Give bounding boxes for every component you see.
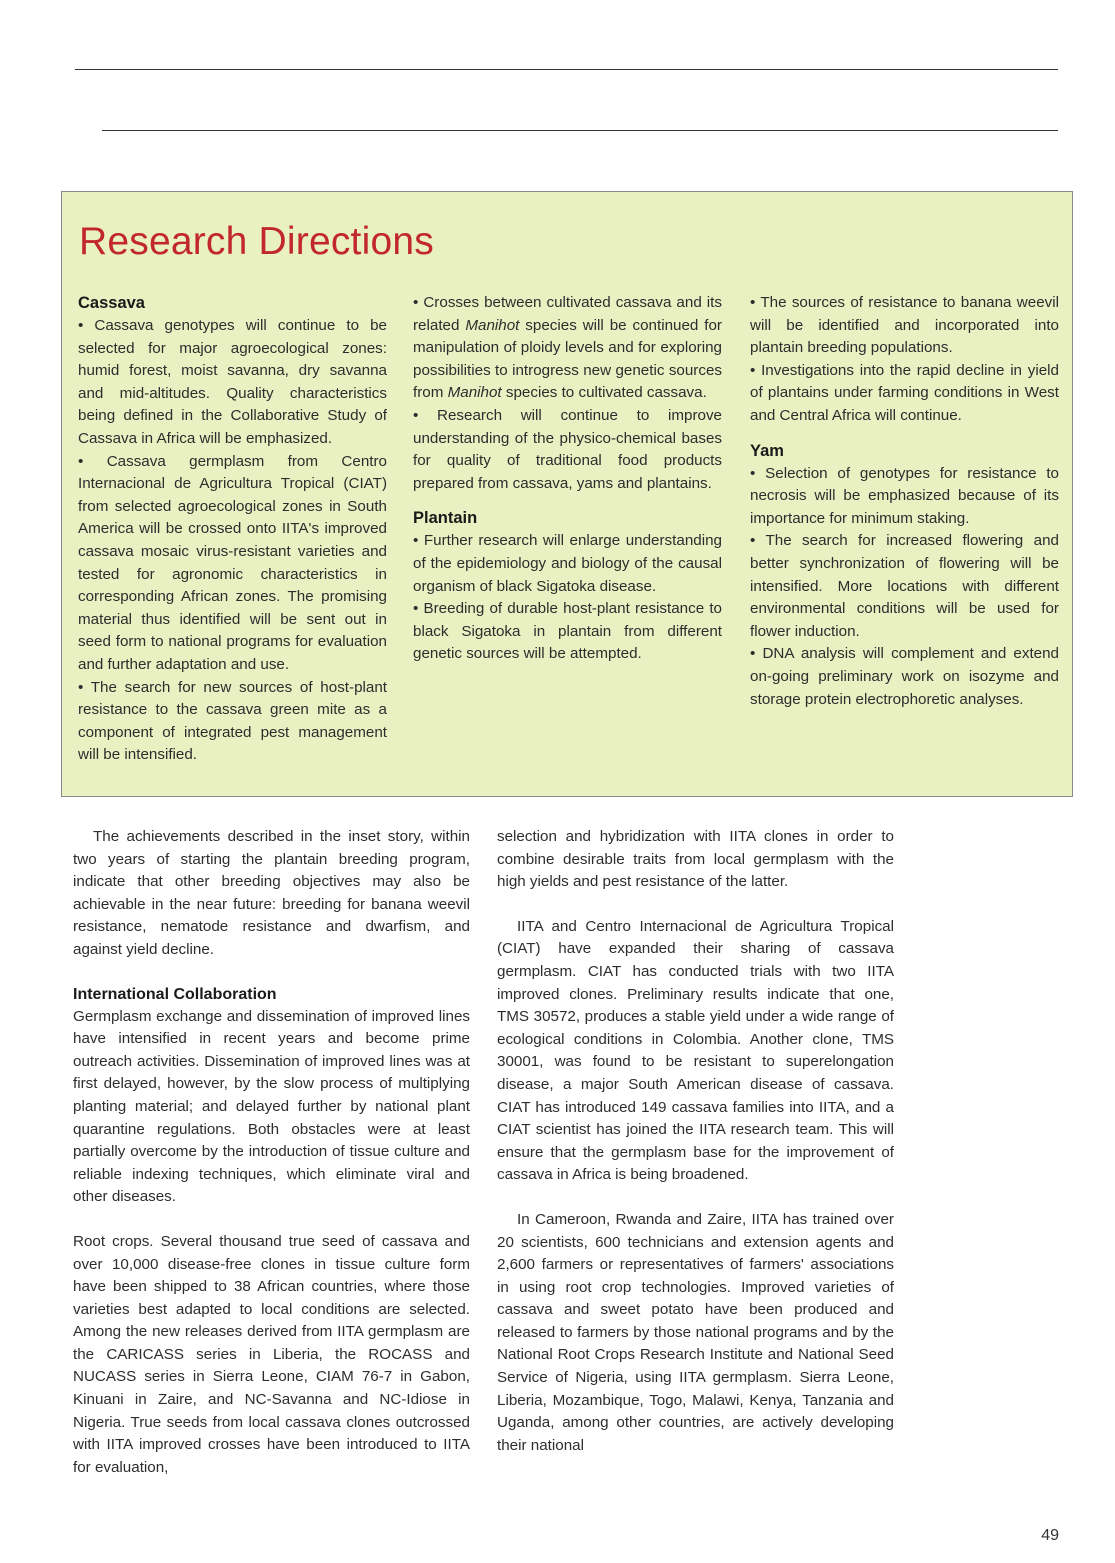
box-column-3 [750,292,1059,711]
yam-heading: Yam [750,441,784,460]
cassava-item-3: • The search for new sources of host-plant resistance to the cassava green mite as a component of integrated pest management will be intensified. [78,677,387,767]
manihot-italic: Manihot [465,316,520,334]
plantain-item-4: • Investigations into the rapid decline in yield of plantains under farming conditions in West and Central Africa will continue. [750,360,1059,428]
yam-item-1: • Selection of genotypes for resistance to necrosis will be emphasized because of its importance for minimum staking. [750,463,1059,531]
body-column-left [73,826,470,1479]
cassava-heading: Cassava [78,294,145,312]
yam-item-2: • The search for increased flowering and better synchronization of flowering will be intensified. More locations with different environmental conditions will be used for flower induction. [750,530,1059,643]
second-rule [102,130,1058,131]
ciat-paragraph: IITA and Centro Internacional de Agricultura Tropical (CIAT) have expanded their sharing of cassava germplasm. CIAT has conducted trials with two IITA improved clones. Preliminary results indicate that one, TMS 30572, produces a stable yield under a wide range of ecological conditions in Colombia. Another clone, TMS 30001, was found to be resistant to superelongation disease, a major South American disease of cassava. CIAT has introduced 149 cassava families into IITA, and a CIAT scientist has joined the IITA research team. This will ensure that the germplasm base for the improvement of cassava in Africa is being broadened. [497,917,894,1184]
cassava-item-4: • Research will continue to improve understanding of the physico-chemical bases for quality of traditional food products prepared from cassava, yams and plantains. [413,405,722,495]
page-number: 49 [1041,1527,1059,1544]
cassava-item-manihot: • Crosses between cultivated cassava and its related Manihot species will be continued for manipulation of ploidy levels and for exploring possibilities to introgress new genetic sources from Manihot species to cultivated cassava. [413,292,722,405]
plantain-item-2: • Breeding of durable host-plant resistance to black Sigatoka in plantain from different genetic sources will be attempted. [413,598,722,666]
section-heading: International Collaboration [73,985,277,1003]
manihot-italic: Manihot [447,384,502,402]
training-paragraph: In Cameroon, Rwanda and Zaire, IITA has trained over 20 scientists, 600 technicians and extension agents and 2,600 farmers or representatives of farmers' associations in using root crop technologies. Improved varieties of cassava and sweet potato have been produced and released to farmers by those national programs and by the National Root Crops Research Institute and National Seed Service of Nigeria, using IITA germplasm. Sierra Leone, Liberia, Mozambique, Togo, Malawi, Kenya, Tanzania and Uganda, among other countries, are actively developing their national [497,1210,894,1454]
root-crops-label: Root crops. [73,1232,154,1250]
continuation-paragraph: selection and hybridization with IITA clones in order to combine desirable traits from local germplasm with the high yields and pest resistance of the latter. [497,828,894,891]
research-directions-box [61,191,1073,797]
body-column-right [497,826,894,1457]
plantain-item-1: • Further research will enlarge understanding of the epidemiology and biology of the causal organism of black Sigatoka disease. [413,530,722,598]
box-title: Research Directions [79,220,434,263]
intro-paragraph: The achievements described in the inset story, within two years of starting the plantain breeding program, indicate that other breeding objectives may also be achievable in the near future: breeding for banana weevil resistance, nematode resistance and dwarfism, and against yield decline. [73,828,470,958]
yam-item-3: • DNA analysis will complement and extend on-going preliminary work on isozyme and storage protein electrophoretic analyses. [750,643,1059,711]
plantain-heading: Plantain [413,509,478,528]
cassava-item-2: • Cassava germplasm from Centro Internacional de Agricultura Tropical (CIAT) from selected agroecological zones in South America will be crossed onto IITA's improved cassava mosaic virus-resistant varieties and tested for agronomic characteristics in corresponding African zones. The promising material thus identified will be sent out in seed form to national programs for evaluation and further adaptation and use. [78,451,387,677]
top-rule [75,69,1058,70]
box-column-2 [413,292,722,666]
box-column-1 [78,292,387,767]
root-crops-paragraph: Root crops. Several thousand true seed of cassava and over 10,000 disease-free clones in tissue culture form have been shipped to 38 African countries, where those varieties best adapted to local conditions are selected. Among the new releases derived from IITA germplasm are the CARICASS series in Liberia, the ROCASS and NUCASS series in Sierra Leone, CIAM 76-7 in Gabon, Kinuani in Zaire, and NC-Savanna and NC-Idiose in Nigeria. True seeds from local cassava clones outcrossed with IITA improved crosses have been introduced to IITA for evaluation, [73,1232,470,1476]
plantain-item-3: • The sources of resistance to banana weevil will be identified and incorporated into plantain breeding populations. [750,292,1059,360]
collaboration-paragraph: Germplasm exchange and dissemination of improved lines have intensified in recent years and become prime outreach activities. Dissemination of improved lines was at first delayed, however, by the slow process of multiplying planting material; and delayed further by national plant quarantine regulations. Both obstacles were at least partially overcome by the introduction of tissue culture and reliable indexing techniques, which eliminate viral and other diseases. [73,1007,470,1206]
cassava-item-1: • Cassava genotypes will continue to be selected for major agroecological zones: humid forest, moist savanna, dry savanna and mid-altitudes. Quality characteristics being defined in the Collaborative Study of Cassava in Africa will be emphasized. [78,315,387,451]
